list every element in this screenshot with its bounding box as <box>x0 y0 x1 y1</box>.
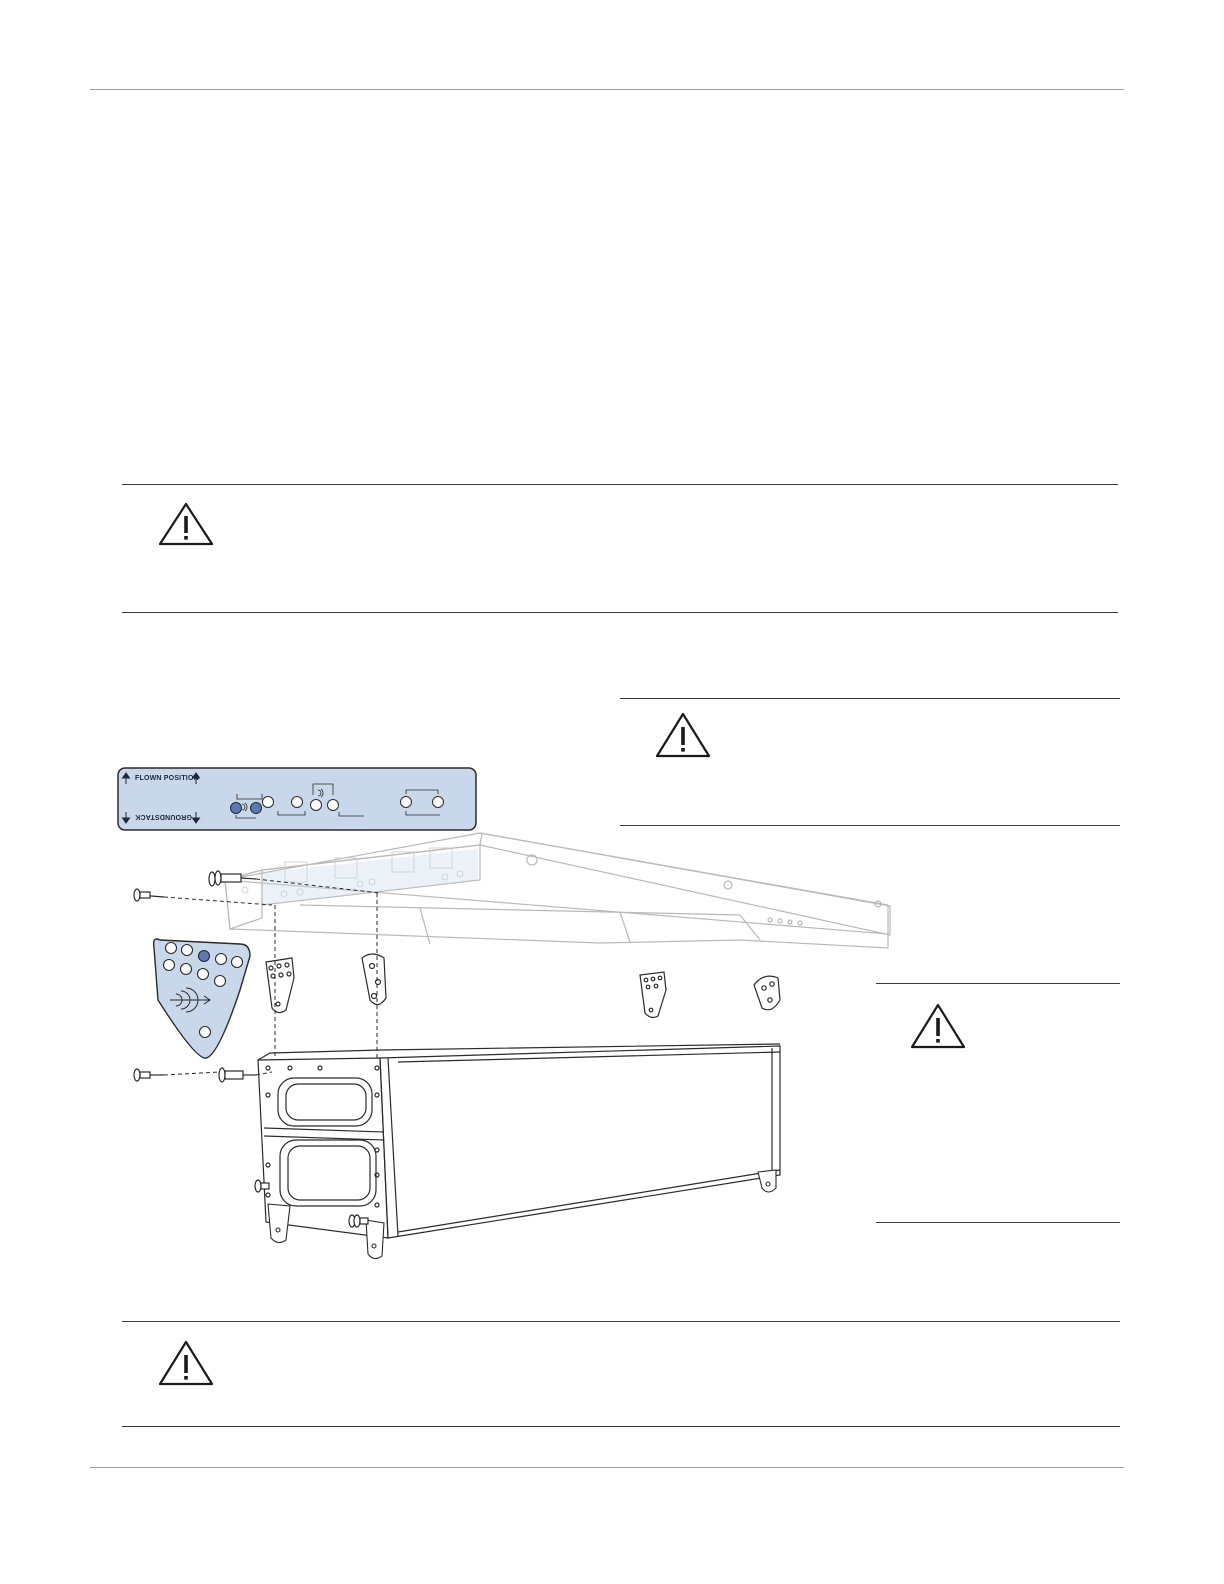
lower-cabinet <box>258 1044 780 1238</box>
flown-position-label: FLOWN POSITION <box>135 775 199 782</box>
link-plate-detail <box>154 939 250 1058</box>
groundstack-label: GROUNDSTACK <box>135 813 192 820</box>
rear-link-plate <box>362 954 386 1005</box>
spare-rear-link-plate <box>754 976 780 1010</box>
front-link-plate <box>266 958 294 1013</box>
spare-front-link-plate <box>640 972 666 1017</box>
quick-release-pins <box>134 871 368 1227</box>
